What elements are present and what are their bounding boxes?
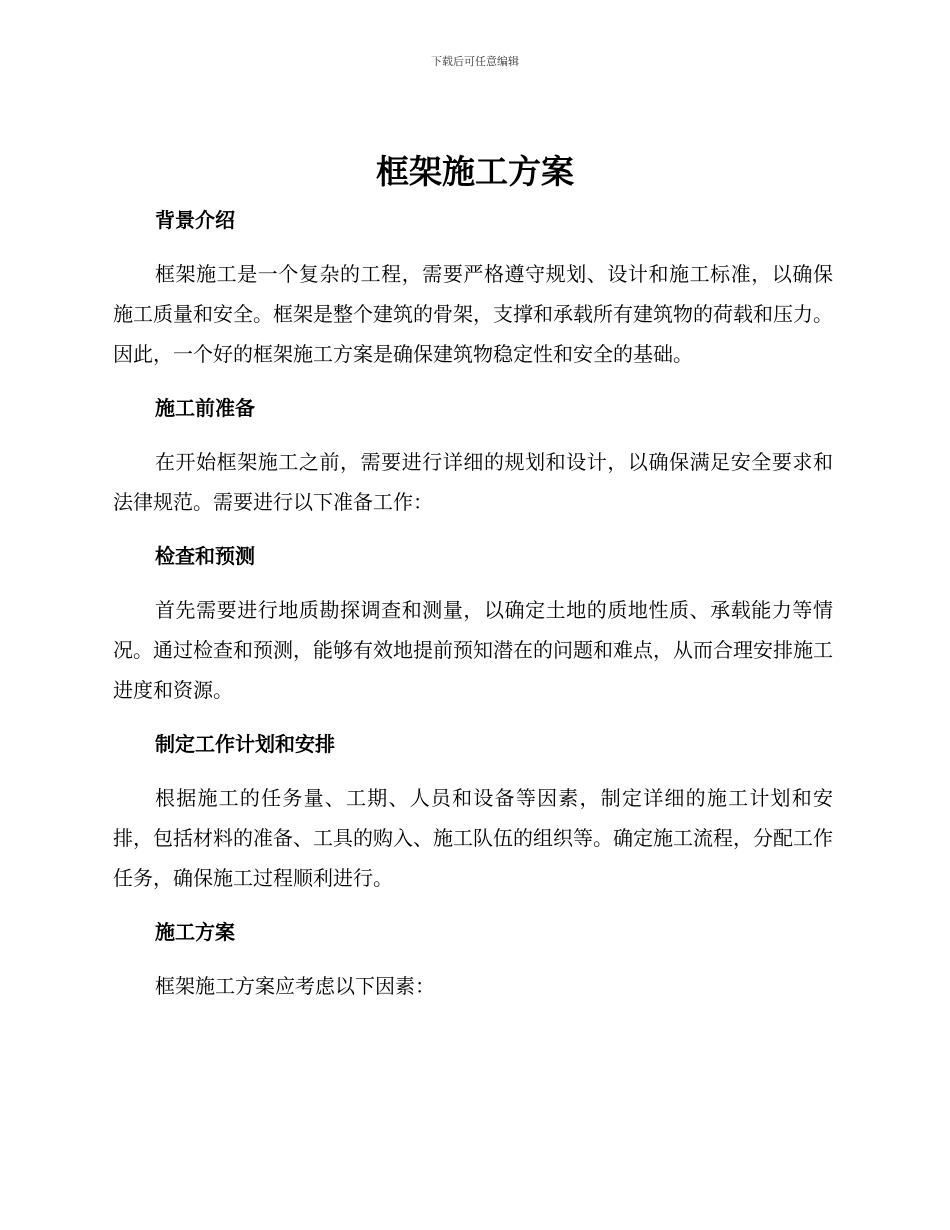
section-construction-plan <box>113 912 833 1006</box>
section-heading: 检查和预测 <box>155 544 255 568</box>
section-paragraph: 根据施工的任务量、工期、人员和设备等因素，制定详细的施工计划和安排，包括材料的准备、工具的购入、施工队伍的组织等。确定施工流程，分配工作任务，确保施工过程顺利进行。 <box>113 786 833 890</box>
section-heading: 施工方案 <box>155 920 235 944</box>
document-title: 框架施工方案 <box>376 152 574 191</box>
section-inspection <box>113 536 833 724</box>
document-body <box>113 200 833 1006</box>
section-work-plan <box>113 724 833 912</box>
section-paragraph: 框架施工是一个复杂的工程，需要严格遵守规划、设计和施工标准，以确保施工质量和安全。框架是整个建筑的骨架，支撑和承载所有建筑物的荷载和压力。因此，一个好的框架施工方案是确保建筑物稳定性和安全的基础。 <box>113 262 833 366</box>
section-paragraph: 在开始框架施工之前，需要进行详细的规划和设计，以确保满足安全要求和法律规范。需要进行以下准备工作： <box>113 450 833 514</box>
section-background <box>113 200 833 388</box>
header-note: 下载后可任意编辑 <box>431 55 519 68</box>
section-heading: 施工前准备 <box>155 396 255 420</box>
section-heading: 背景介绍 <box>155 208 235 232</box>
section-paragraph: 首先需要进行地质勘探调查和测量，以确定土地的质地性质、承载能力等情况。通过检查和预测，能够有效地提前预知潜在的问题和难点，从而合理安排施工进度和资源。 <box>113 598 833 702</box>
section-heading: 制定工作计划和安排 <box>155 732 335 756</box>
section-preparation <box>113 388 833 536</box>
section-paragraph: 框架施工方案应考虑以下因素： <box>155 974 435 998</box>
